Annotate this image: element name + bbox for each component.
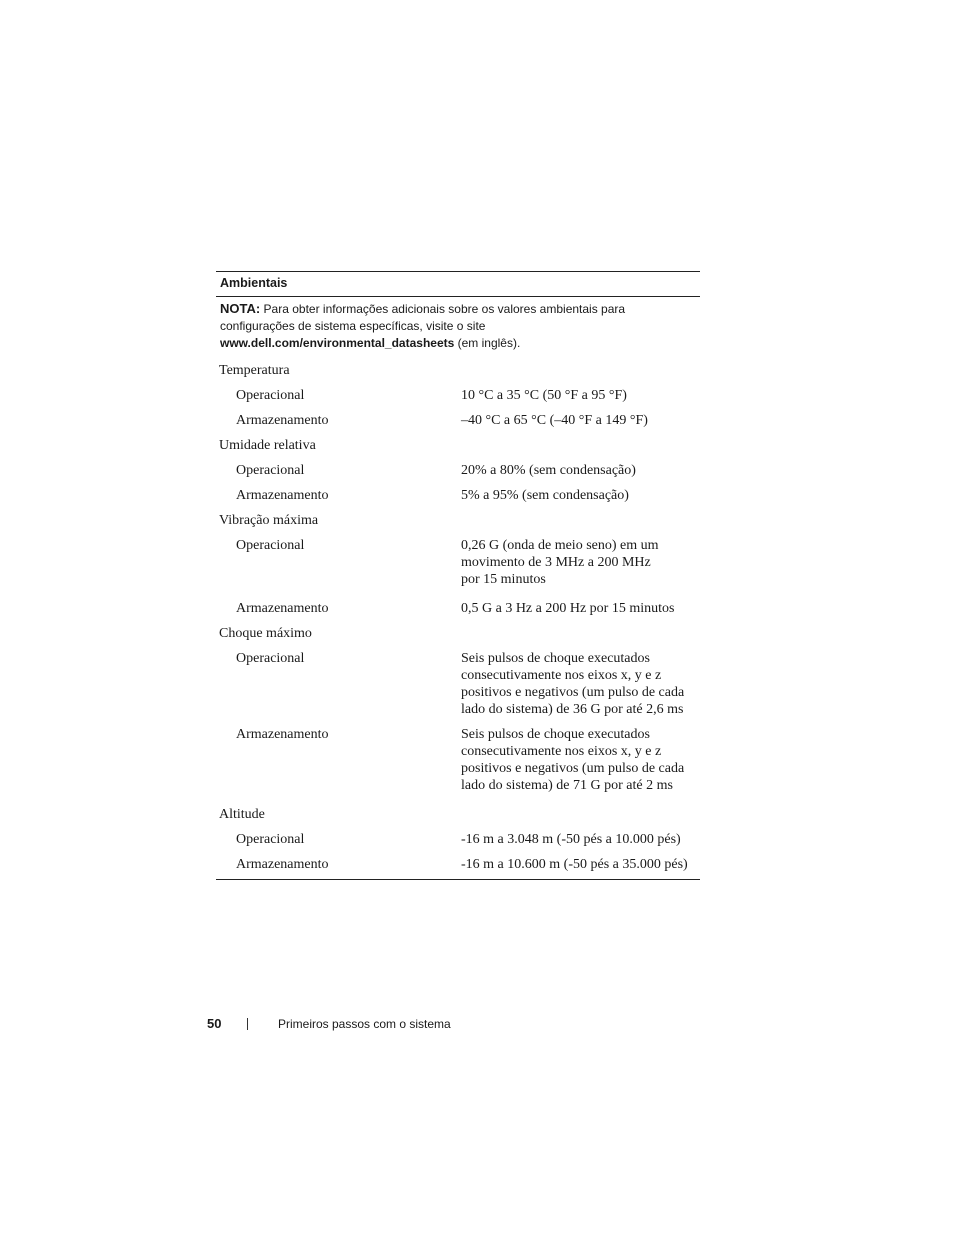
section-title: Choque máximo [219,626,312,641]
table-row [216,827,700,852]
environmental-spec-table [216,271,700,880]
section-title: Umidade relativa [219,438,316,453]
table-header: Ambientais [220,276,288,290]
table-row [216,458,700,483]
table-row [216,533,700,596]
table-row [216,383,700,408]
row-value: -16 m a 3.048 m (-50 pés a 10.000 pés) [461,832,681,847]
row-value: Seis pulsos de choque executados consecutivamente nos eixos x, y e z positivos e negativos (um pulso de cada lado do sistema) de 36 G por até 2,6 ms [461,651,685,717]
note-block [216,297,640,352]
bottom-rule [216,879,700,880]
footer-separator [247,1018,248,1030]
datasheets-link[interactable]: www.dell.com/environmental_datasheets [220,336,455,350]
section-title: Vibração máxima [219,513,319,528]
row-value: 0,5 G a 3 Hz a 200 Hz por 15 minutos [461,601,675,616]
section-title: Temperatura [219,363,290,378]
table-row [216,596,700,621]
row-label: Armazenamento [236,857,329,872]
row-value: –40 °C a 65 °C (–40 °F a 149 °F) [461,413,648,428]
page-footer [207,1016,451,1031]
row-label: Operacional [236,538,305,553]
row-label: Armazenamento [236,413,329,428]
row-label: Operacional [236,388,305,403]
page-number: 50 [207,1016,222,1031]
row-label: Armazenamento [236,488,329,503]
row-value: 5% a 95% (sem condensação) [461,488,629,503]
row-value: Seis pulsos de choque executados consecutivamente nos eixos x, y e z positivos e negativos (um pulso de cada lado do sistema) de 71 G por até 2 ms [461,727,685,793]
section-title: Altitude [219,807,265,822]
note-label: NOTA: [220,301,261,316]
table-row [216,483,700,508]
table-row [216,646,700,726]
spec-rows [216,358,700,877]
row-value: -16 m a 10.600 m (-50 pés a 35.000 pés) [461,857,688,872]
row-label: Armazenamento [236,601,329,616]
chapter-title: Primeiros passos com o sistema [278,1016,451,1031]
row-label: Operacional [236,832,305,847]
row-value: 0,26 G (onda de meio seno) em um movimento de 3 MHz a 200 MHz por 15 minutos [461,538,659,587]
row-label: Operacional [236,651,305,666]
table-row [216,408,700,433]
note-text-1: Para obter informações adicionais sobre os valores ambientais para configurações de sistema específicas, visite o site [220,302,626,333]
table-row [216,726,700,802]
row-value: 20% a 80% (sem condensação) [461,463,636,478]
note-text-2: (em inglês). [454,336,521,350]
table-row [216,852,700,877]
row-label: Armazenamento [236,727,329,742]
row-value: 10 °C a 35 °C (50 °F a 95 °F) [461,388,627,403]
row-label: Operacional [236,463,305,478]
